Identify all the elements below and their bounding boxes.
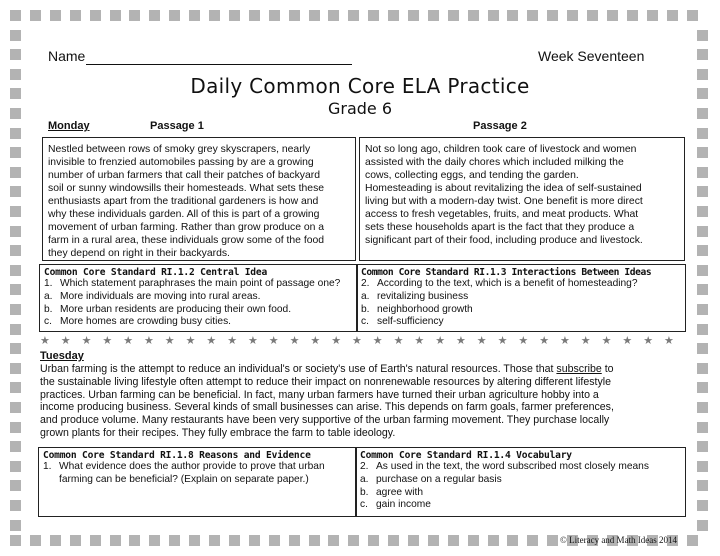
border-square bbox=[687, 535, 698, 546]
border-square bbox=[547, 10, 558, 21]
border-square bbox=[10, 382, 21, 393]
border-square bbox=[328, 535, 339, 546]
border-square bbox=[697, 245, 708, 256]
question-text: As used in the text, the word subscribed most closely means bbox=[376, 461, 649, 472]
border-square bbox=[149, 535, 160, 546]
grade-label: Grade 6 bbox=[327, 99, 393, 118]
answer-option[interactable] bbox=[360, 499, 685, 512]
border-square bbox=[697, 304, 708, 315]
question-line bbox=[43, 474, 355, 487]
border-square bbox=[10, 167, 21, 178]
border-square bbox=[289, 535, 300, 546]
option-label: c. bbox=[361, 316, 369, 328]
border-square bbox=[50, 535, 61, 546]
option-text: More urban residents are producing their own food. bbox=[60, 303, 292, 315]
border-square bbox=[527, 10, 538, 21]
divider-star: ★ bbox=[352, 335, 362, 347]
border-square bbox=[697, 147, 708, 158]
divider-star: ★ bbox=[497, 335, 508, 347]
border-square bbox=[488, 10, 499, 21]
tuesday-passage-line: income producing business. Several kinds of small businesses can arise. This depends on farm goals, farmer preferences, bbox=[40, 401, 614, 414]
option-label: c. bbox=[360, 499, 368, 511]
passage2-line: sets these households apart is the fact that they produce a bbox=[365, 222, 635, 233]
divider-star: ★ bbox=[518, 335, 529, 347]
option-label: b. bbox=[361, 303, 370, 315]
border-square bbox=[587, 10, 598, 21]
divider-star: ★ bbox=[248, 335, 258, 347]
border-square bbox=[90, 535, 101, 546]
border-square bbox=[627, 10, 638, 21]
monday-question1-box bbox=[39, 264, 357, 332]
border-square bbox=[607, 10, 618, 21]
standard-title: Common Core Standard RI.1.3 Interactions Between Ideas bbox=[361, 267, 652, 278]
border-square bbox=[229, 535, 240, 546]
answer-option[interactable] bbox=[361, 304, 685, 317]
border-square bbox=[70, 10, 81, 21]
divider-star: ★ bbox=[539, 335, 550, 347]
question-text: According to the text, which is a benefit of homesteading? bbox=[377, 278, 638, 289]
tuesday-passage bbox=[40, 363, 700, 440]
week-label: Week Seventeen bbox=[538, 48, 645, 64]
tuesday-question1-box bbox=[38, 447, 356, 517]
border-square bbox=[289, 10, 300, 21]
question-line bbox=[43, 461, 355, 474]
border-square bbox=[428, 535, 439, 546]
divider-star: ★ bbox=[331, 335, 342, 347]
passage2-line: cows, collecting eggs, and tending the garden. bbox=[365, 170, 579, 181]
border-square bbox=[687, 10, 698, 21]
divider-star: ★ bbox=[435, 335, 446, 347]
border-square bbox=[249, 10, 260, 21]
option-label: a. bbox=[360, 473, 369, 485]
passage1-line: they depend on right in their backyards. bbox=[48, 248, 230, 259]
border-square bbox=[10, 422, 21, 433]
monday-question2-box bbox=[357, 264, 686, 332]
monday-label: Monday bbox=[48, 120, 90, 132]
divider-star: ★ bbox=[456, 335, 466, 347]
border-square bbox=[10, 402, 21, 413]
divider-star: ★ bbox=[81, 335, 92, 347]
border-square bbox=[149, 10, 160, 21]
border-square bbox=[527, 535, 538, 546]
option-label: b. bbox=[360, 486, 369, 498]
option-text: revitalizing business bbox=[377, 290, 469, 302]
passage1-line: number of urban farmers that call their patches of backyard bbox=[48, 170, 321, 181]
passage1-label: Passage 1 bbox=[150, 120, 204, 132]
tuesday-label: Tuesday bbox=[40, 350, 84, 362]
border-square bbox=[368, 535, 379, 546]
border-square bbox=[697, 128, 708, 139]
border-square bbox=[697, 441, 708, 452]
tuesday-passage-line: grown plants for their recipes. They fully embrace the farm to table ideology. bbox=[40, 426, 396, 439]
border-square bbox=[10, 226, 21, 237]
passage2-line: Not so long ago, children took care of livestock and women bbox=[365, 144, 637, 155]
border-square bbox=[169, 10, 180, 21]
border-square bbox=[697, 206, 708, 217]
border-square bbox=[10, 535, 21, 546]
border-square bbox=[408, 535, 419, 546]
border-square bbox=[348, 535, 359, 546]
answer-option[interactable] bbox=[360, 474, 685, 487]
divider-star: ★ bbox=[60, 335, 71, 347]
border-square bbox=[10, 284, 21, 295]
border-square bbox=[697, 265, 708, 276]
border-square bbox=[667, 10, 678, 21]
border-square bbox=[697, 520, 708, 531]
divider-star: ★ bbox=[414, 335, 425, 347]
border-square bbox=[70, 535, 81, 546]
border-square bbox=[697, 226, 708, 237]
option-label: a. bbox=[361, 290, 370, 302]
border-square bbox=[388, 10, 399, 21]
border-square bbox=[10, 304, 21, 315]
divider-star: ★ bbox=[310, 335, 321, 347]
border-square bbox=[269, 535, 280, 546]
border-square bbox=[697, 343, 708, 354]
underlined-word: subscribe bbox=[556, 363, 602, 375]
question-line bbox=[360, 461, 685, 474]
divider-star: ★ bbox=[372, 335, 383, 347]
border-square bbox=[10, 500, 21, 511]
border-square bbox=[697, 284, 708, 295]
border-square bbox=[488, 535, 499, 546]
border-square bbox=[10, 461, 21, 472]
divider-star: ★ bbox=[144, 335, 154, 347]
border-square bbox=[448, 10, 459, 21]
border-square bbox=[697, 186, 708, 197]
border-square bbox=[189, 10, 200, 21]
question-line bbox=[44, 278, 356, 291]
answer-option[interactable] bbox=[360, 487, 685, 500]
divider-star: ★ bbox=[560, 335, 570, 347]
border-square bbox=[697, 324, 708, 335]
tuesday-passage-line: practices. Urban farming can be beneficial. In fact, many urban farmers have turned their urban agriculture hobby into a bbox=[40, 388, 599, 401]
border-square bbox=[129, 535, 140, 546]
divider-star: ★ bbox=[622, 335, 633, 347]
border-square bbox=[10, 324, 21, 335]
border-square bbox=[10, 520, 21, 531]
question-line bbox=[361, 278, 685, 291]
passage2-line: assisted with the daily chores which included milking the bbox=[365, 157, 624, 168]
passage1-line: farm in a rural area, these individuals grow some of the food bbox=[48, 235, 325, 246]
border-square bbox=[448, 535, 459, 546]
border-square bbox=[567, 10, 578, 21]
border-square bbox=[10, 343, 21, 354]
border-square bbox=[468, 535, 479, 546]
option-text: purchase on a regular basis bbox=[376, 473, 502, 485]
option-text: gain income bbox=[376, 499, 431, 511]
question-number: 1. bbox=[44, 278, 53, 289]
border-square bbox=[30, 535, 41, 546]
divider-star: ★ bbox=[227, 335, 238, 347]
question-text: farming can be beneficial? (Explain on separate paper.) bbox=[59, 473, 309, 485]
border-square bbox=[169, 535, 180, 546]
border-square bbox=[10, 245, 21, 256]
passage1-line: movement of urban farming. Rather than grow produce on a bbox=[48, 222, 325, 233]
border-square bbox=[10, 265, 21, 276]
divider-star: ★ bbox=[185, 335, 196, 347]
border-square bbox=[129, 10, 140, 21]
divider-star: ★ bbox=[289, 335, 300, 347]
passage1-box bbox=[42, 137, 356, 261]
passage1-line: Nestled between rows of smoky grey skyscrapers, nearly bbox=[48, 144, 311, 155]
answer-option[interactable] bbox=[44, 316, 356, 329]
border-square bbox=[209, 10, 220, 21]
divider-star: ★ bbox=[206, 335, 217, 347]
standard-title: Common Core Standard RI.1.8 Reasons and Evidence bbox=[43, 450, 311, 461]
passage2-label: Passage 2 bbox=[473, 120, 527, 132]
border-square bbox=[408, 10, 419, 21]
border-square bbox=[10, 147, 21, 158]
border-square bbox=[309, 10, 320, 21]
option-text: agree with bbox=[376, 486, 424, 498]
question-number: 1. bbox=[43, 461, 52, 472]
border-square bbox=[697, 49, 708, 60]
border-square bbox=[10, 30, 21, 41]
border-square bbox=[697, 30, 708, 41]
option-label: c. bbox=[44, 316, 52, 328]
passage1-line: soil or sunny windowsills their homesteads. What sets these bbox=[48, 183, 325, 194]
question-text: What evidence does the author provide to prove that urban bbox=[59, 461, 325, 472]
border-square bbox=[468, 10, 479, 21]
standard-title: Common Core Standard RI.1.2 Central Idea bbox=[44, 267, 268, 278]
passage2-line: access to fresh vegetables, fruits, and meat products. What bbox=[365, 209, 639, 220]
divider-star: ★ bbox=[664, 335, 674, 347]
passage1-line: enthusiasts apart from the traditional gardeners is how and bbox=[48, 196, 319, 207]
divider-star: ★ bbox=[40, 335, 50, 347]
divider-star: ★ bbox=[601, 335, 612, 347]
border-square bbox=[10, 186, 21, 197]
passage2-line: significant part of their food, including produce and livestock. bbox=[365, 235, 643, 246]
border-square bbox=[647, 10, 658, 21]
border-square bbox=[50, 10, 61, 21]
standard-title: Common Core Standard RI.1.4 Vocabulary bbox=[360, 450, 572, 461]
option-label: b. bbox=[44, 303, 53, 315]
border-square bbox=[249, 535, 260, 546]
answer-option[interactable] bbox=[361, 316, 685, 329]
answer-option[interactable] bbox=[361, 291, 685, 304]
option-text: self-sufficiency bbox=[377, 316, 444, 328]
border-square bbox=[328, 10, 339, 21]
name-label: Name bbox=[48, 48, 86, 64]
border-square bbox=[507, 535, 518, 546]
border-square bbox=[10, 10, 21, 21]
divider-star: ★ bbox=[123, 335, 134, 347]
question-number: 2. bbox=[361, 278, 370, 289]
option-label: a. bbox=[44, 290, 53, 302]
tuesday-passage-line: and produce volume. Many restaurants have been very supportive of the urban farming movement. They purchase locally bbox=[40, 414, 610, 427]
divider-star: ★ bbox=[268, 335, 279, 347]
border-square bbox=[110, 535, 121, 546]
border-square bbox=[388, 535, 399, 546]
border-square bbox=[697, 500, 708, 511]
border-square bbox=[309, 535, 320, 546]
border-square bbox=[697, 167, 708, 178]
border-square bbox=[348, 10, 359, 21]
copyright: © Literacy and Math Ideas 2014 bbox=[560, 535, 678, 545]
name-line bbox=[86, 64, 352, 65]
border-square bbox=[428, 10, 439, 21]
passage1-line: invisible to frenzied automobiles passing by are a growing bbox=[48, 157, 314, 168]
border-square bbox=[229, 10, 240, 21]
border-square bbox=[10, 49, 21, 60]
option-text: More individuals are moving into rural areas. bbox=[60, 290, 261, 302]
question-number: 2. bbox=[360, 461, 369, 472]
passage2-line: living but with a modern-day twist. One benefit is more direct bbox=[365, 196, 643, 207]
option-text: More homes are crowding busy cities. bbox=[60, 316, 231, 328]
border-square bbox=[507, 10, 518, 21]
tuesday-passage-line: the sustainable living lifestyle often attempt to reduce their impact on nonrenewable resources by altering different lifestyle bbox=[40, 375, 612, 388]
border-square bbox=[209, 535, 220, 546]
tuesday-question2-box bbox=[356, 447, 686, 517]
divider-star: ★ bbox=[580, 335, 591, 347]
answer-option[interactable] bbox=[44, 304, 356, 317]
page-title: Daily Common Core ELA Practice bbox=[190, 74, 530, 98]
border-square bbox=[10, 128, 21, 139]
option-text: neighborhood growth bbox=[377, 303, 473, 315]
divider-star: ★ bbox=[102, 335, 113, 347]
border-square bbox=[368, 10, 379, 21]
divider-star: ★ bbox=[164, 335, 175, 347]
border-square bbox=[547, 535, 558, 546]
tuesday-passage-line: Urban farming is the attempt to reduce an individual's or society's use of Earth's natural resources. Those that subscribe to bbox=[40, 363, 614, 375]
answer-option[interactable] bbox=[44, 291, 356, 304]
border-square bbox=[10, 441, 21, 452]
divider-star: ★ bbox=[476, 335, 487, 347]
border-square bbox=[269, 10, 280, 21]
border-square bbox=[10, 480, 21, 491]
passage2-line: Homesteading is about revitalizing the idea of self-sustained bbox=[365, 183, 642, 194]
passage2-box bbox=[359, 137, 685, 261]
border-square bbox=[189, 535, 200, 546]
border-square bbox=[90, 10, 101, 21]
question-text: Which statement paraphrases the main point of passage one? bbox=[60, 278, 341, 289]
divider-star: ★ bbox=[393, 335, 404, 347]
border-square bbox=[697, 480, 708, 491]
border-square bbox=[697, 461, 708, 472]
border-square bbox=[30, 10, 41, 21]
border-square bbox=[10, 206, 21, 217]
passage1-line: why these individuals garden. All of this is part of a growing bbox=[48, 209, 320, 220]
border-square bbox=[10, 363, 21, 374]
divider-star: ★ bbox=[643, 335, 654, 347]
border-square bbox=[110, 10, 121, 21]
